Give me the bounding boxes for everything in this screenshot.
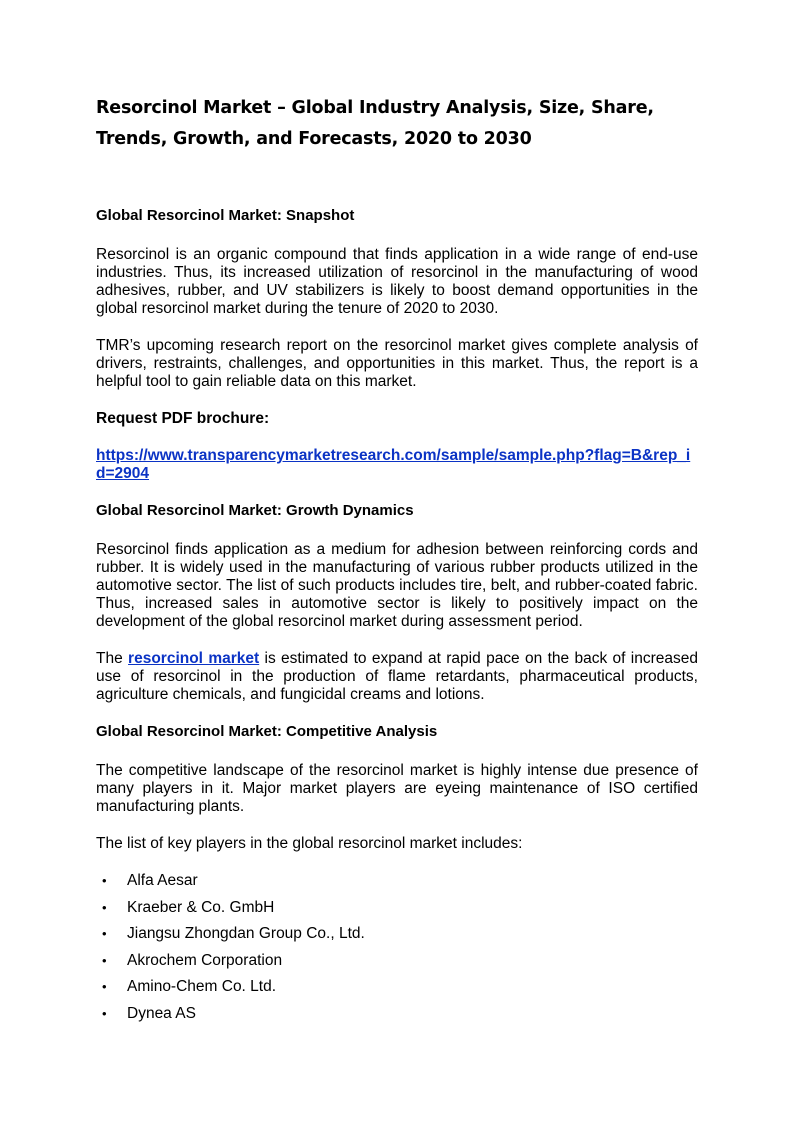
bullet-icon: • [102, 873, 107, 888]
bullet-icon: • [102, 1005, 107, 1021]
snapshot-paragraph-1: Resorcinol is an organic compound that finds application in a wide range of end-use industries. Thus, its increased utilization of resorcinol in the manufacturing of wood adhesives, rubber, and UV stabilizers is likely to boost demand opportunities in the global resorcinol market during the tenure of 2020 to 2030. [96, 246, 698, 317]
player-name: Kraeber & Co. GmbH [127, 898, 275, 916]
player-name: Akrochem Corporation [127, 951, 283, 969]
resorcinol-market-link[interactable]: resorcinol market [128, 650, 260, 667]
bullet-icon: • [102, 979, 107, 994]
list-item [96, 872, 698, 899]
brochure-link-paragraph [96, 447, 698, 483]
brochure-link[interactable]: https://www.transparencymarketresearch.com/sample/sample.php?flag=B&rep_id=2904 [96, 447, 691, 482]
key-players-list [96, 872, 698, 1031]
player-name: Amino-Chem Co. Ltd. [127, 978, 277, 995]
bullet-icon: • [102, 899, 107, 915]
competitive-paragraph-1: The competitive landscape of the resorcinol market is highly intense due presence of many players in it. Major market players are eyeing maintenance of ISO certified manufacturing plants. [96, 762, 698, 815]
growth-paragraph-2-prefix: The [96, 650, 129, 667]
growth-heading: Global Resorcinol Market: Growth Dynamics [96, 502, 414, 519]
player-name: Jiangsu Zhongdan Group Co., Ltd. [127, 925, 365, 942]
list-item [96, 925, 698, 952]
brochure-label: Request PDF brochure: [96, 410, 270, 427]
list-item [96, 899, 698, 926]
snapshot-heading: Global Resorcinol Market: Snapshot [96, 207, 355, 224]
growth-paragraph-2-suffix: is estimated to expand at rapid pace on the back of increased use of resorcinol in the production of flame retardants, pharmaceutical products, agriculture chemicals, and fungicidal creams and lotions. [96, 650, 699, 703]
list-item [96, 1005, 698, 1032]
bullet-icon: • [102, 952, 107, 968]
competitive-paragraph-2: The list of key players in the global resorcinol market includes: [96, 835, 523, 852]
player-name: Dynea AS [127, 1004, 196, 1022]
player-name: Alfa Aesar [127, 872, 198, 889]
document-page [96, 93, 698, 1031]
bullet-icon: • [102, 926, 107, 941]
snapshot-paragraph-2: TMR’s upcoming research report on the resorcinol market gives complete analysis of drivers, restraints, challenges, and opportunities in this market. Thus, the report is a helpful tool to gain reliable data on this market. [96, 337, 698, 390]
document-title: Resorcinol Market – Global Industry Analysis, Size, Share, Trends, Growth, and Forecasts, 2020 to 2030 [96, 98, 654, 149]
list-item [96, 952, 698, 979]
growth-paragraph-2 [96, 650, 698, 704]
growth-paragraph-1: Resorcinol finds application as a medium for adhesion between reinforcing cords and rubber. It is widely used in the manufacturing of various rubber products utilized in the automotive sector. The list of such products includes tire, belt, and rubber-coated fabric. Thus, increased sales in automotive sector is likely to positively impact on the development of the global resorcinol market during assessment period. [96, 541, 698, 630]
list-item [96, 978, 698, 1005]
competitive-heading: Global Resorcinol Market: Competitive Analysis [96, 723, 438, 740]
